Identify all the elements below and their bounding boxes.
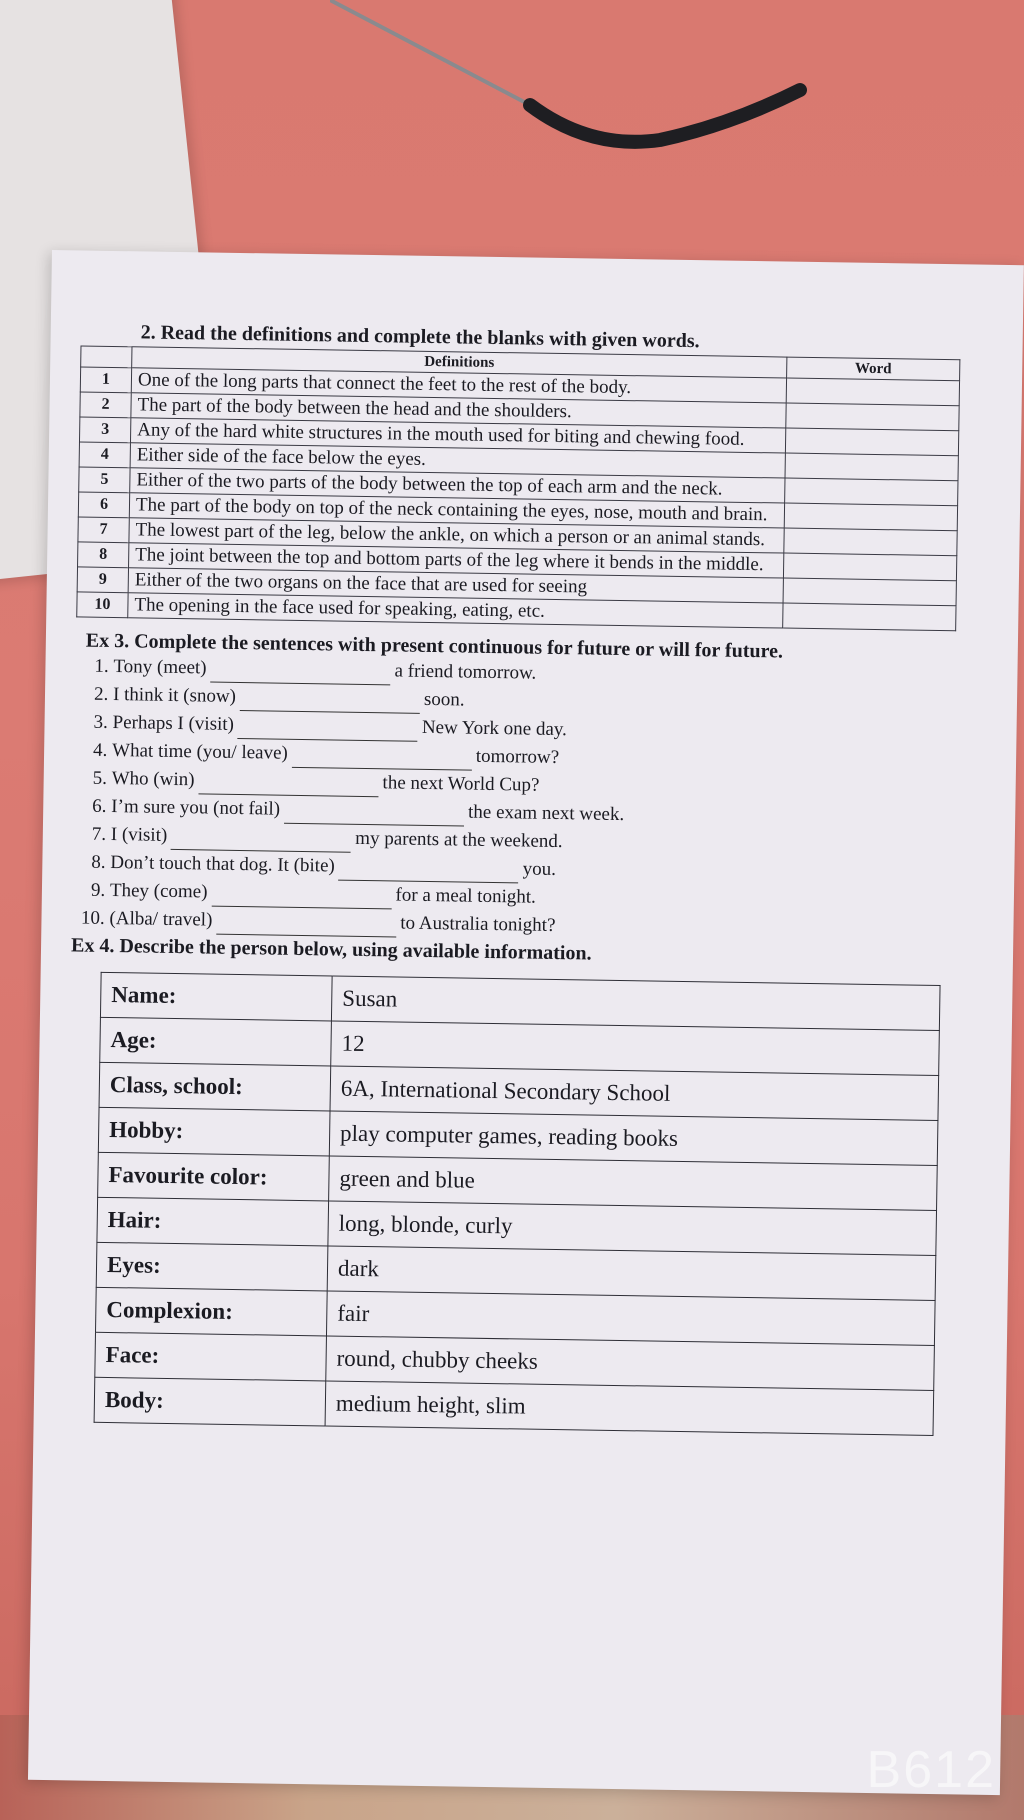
info-label: Favourite color: — [98, 1152, 330, 1201]
word-blank-cell[interactable] — [785, 478, 958, 506]
definition-text: The lowest part of the leg, below the ankle, on which a person or an animal stands. — [129, 518, 784, 553]
info-label: Face: — [95, 1332, 327, 1381]
word-blank-cell[interactable] — [785, 428, 958, 456]
info-value: fair — [326, 1291, 935, 1346]
sentence-end: the exam next week. — [467, 801, 625, 826]
sentence-prompt: (Alba/ travel) — [109, 907, 213, 931]
definition-number: 5 — [79, 467, 130, 493]
info-value: Susan — [331, 976, 940, 1031]
info-value: 6A, International Secondary School — [330, 1066, 939, 1121]
info-label: Class, school: — [99, 1062, 331, 1111]
ex3-title: Ex 3. Complete the sentences with present continuous for future or will for future. — [85, 629, 784, 663]
sentence-end: you. — [522, 858, 557, 880]
answer-blank[interactable] — [211, 879, 391, 910]
sentence-prompt: Perhaps I (visit) — [112, 712, 235, 735]
worksheet-page — [28, 250, 1024, 1795]
word-blank-cell[interactable] — [784, 503, 957, 531]
definition-text: The part of the body on top of the neck containing the eyes, nose, mouth and brain. — [129, 493, 784, 528]
definitions-header: Definitions — [132, 347, 787, 378]
sentence-end: the next World Cup? — [382, 772, 540, 796]
definition-text: The joint between the top and bottom parts of the leg where it bends in the middle. — [129, 543, 784, 578]
sentence-prompt: I (visit) — [110, 823, 168, 846]
answer-blank[interactable] — [210, 655, 390, 686]
info-value: dark — [327, 1246, 936, 1301]
info-value: round, chubby cheeks — [326, 1336, 935, 1391]
num-header — [81, 346, 132, 368]
ex4-title: Ex 4. Describe the person below, using available information. — [70, 934, 592, 965]
definition-number: 3 — [79, 417, 130, 443]
word-blank-cell[interactable] — [783, 578, 956, 606]
definition-number: 8 — [78, 542, 129, 568]
answer-blank[interactable] — [339, 853, 519, 884]
word-blank-cell[interactable] — [783, 603, 956, 631]
info-value: 12 — [331, 1021, 940, 1076]
word-blank-cell[interactable] — [786, 378, 959, 406]
definition-number: 10 — [77, 592, 128, 618]
info-value: long, blonde, curly — [328, 1201, 937, 1256]
definition-text: Either of the two parts of the body between the top of each arm and the neck. — [130, 468, 785, 503]
sentence-end: for a meal tonight. — [395, 884, 537, 908]
sentence-end: to Australia tonight? — [400, 912, 556, 936]
answer-blank[interactable] — [198, 766, 378, 797]
definition-number: 9 — [77, 567, 128, 593]
info-label: Name: — [100, 972, 332, 1021]
definition-number: 7 — [78, 517, 129, 543]
answer-blank[interactable] — [216, 907, 396, 938]
answer-blank[interactable] — [238, 711, 418, 742]
definition-text: Either side of the face below the eyes. — [130, 443, 785, 478]
definition-text: The part of the body between the head and the shoulders. — [131, 393, 786, 428]
definition-number: 4 — [79, 442, 130, 468]
word-blank-cell[interactable] — [783, 553, 956, 581]
person-info-table — [94, 972, 941, 1436]
glasses-arm-icon — [330, 0, 870, 160]
definitions-table — [76, 345, 960, 631]
info-label: Hair: — [97, 1197, 329, 1246]
sentence-prompt: I’m sure you (not fail) — [111, 796, 281, 820]
info-value: medium height, slim — [325, 1381, 934, 1436]
sentence-prompt: I think it (snow) — [112, 684, 237, 707]
sentence-prompt: Don’t touch that dog. It (bite) — [110, 851, 335, 877]
sentence-prompt: They (come) — [109, 879, 208, 903]
definition-number: 1 — [80, 367, 131, 393]
info-value: green and blue — [329, 1156, 938, 1211]
ex3-list — [71, 652, 955, 946]
sentence-end: tomorrow? — [475, 745, 560, 769]
sentence-end: a friend tomorrow. — [394, 660, 537, 684]
info-label: Body: — [94, 1377, 326, 1426]
sentence-prompt: What time (you/ leave) — [111, 740, 288, 764]
sentence-end: New York one day. — [421, 716, 568, 741]
answer-blank[interactable] — [292, 740, 472, 771]
info-label: Age: — [100, 1017, 332, 1066]
answer-blank[interactable] — [284, 796, 464, 827]
answer-blank[interactable] — [240, 683, 420, 714]
definition-text: One of the long parts that connect the feet to the rest of the body. — [131, 368, 786, 403]
ex3-section — [71, 629, 956, 946]
watermark-logo: B612 — [866, 1741, 996, 1799]
ex2-title: 2. Read the definitions and complete the blanks with given words. — [140, 321, 700, 353]
word-header: Word — [787, 357, 960, 381]
word-blank-cell[interactable] — [786, 403, 959, 431]
info-value: play computer games, reading books — [329, 1111, 938, 1166]
info-label: Eyes: — [96, 1242, 328, 1291]
definition-text: The opening in the face used for speaking, eating, etc. — [128, 593, 783, 628]
word-blank-cell[interactable] — [785, 453, 958, 481]
answer-blank[interactable] — [171, 822, 351, 853]
sentence-prompt: Tony (meet) — [113, 656, 207, 679]
definition-text: Either of the two organs on the face that are used for seeing — [128, 568, 783, 603]
info-label: Complexion: — [96, 1287, 328, 1336]
definition-number: 6 — [78, 492, 129, 518]
word-blank-cell[interactable] — [784, 528, 957, 556]
sentence-end: my parents at the weekend. — [355, 827, 563, 853]
info-label: Hobby: — [98, 1107, 330, 1156]
definition-text: Any of the hard white structures in the mouth used for biting and chewing food. — [130, 418, 785, 453]
sentence-prompt: Who (win) — [111, 768, 195, 791]
sentence-end: soon. — [423, 688, 465, 711]
definition-number: 2 — [80, 392, 131, 418]
